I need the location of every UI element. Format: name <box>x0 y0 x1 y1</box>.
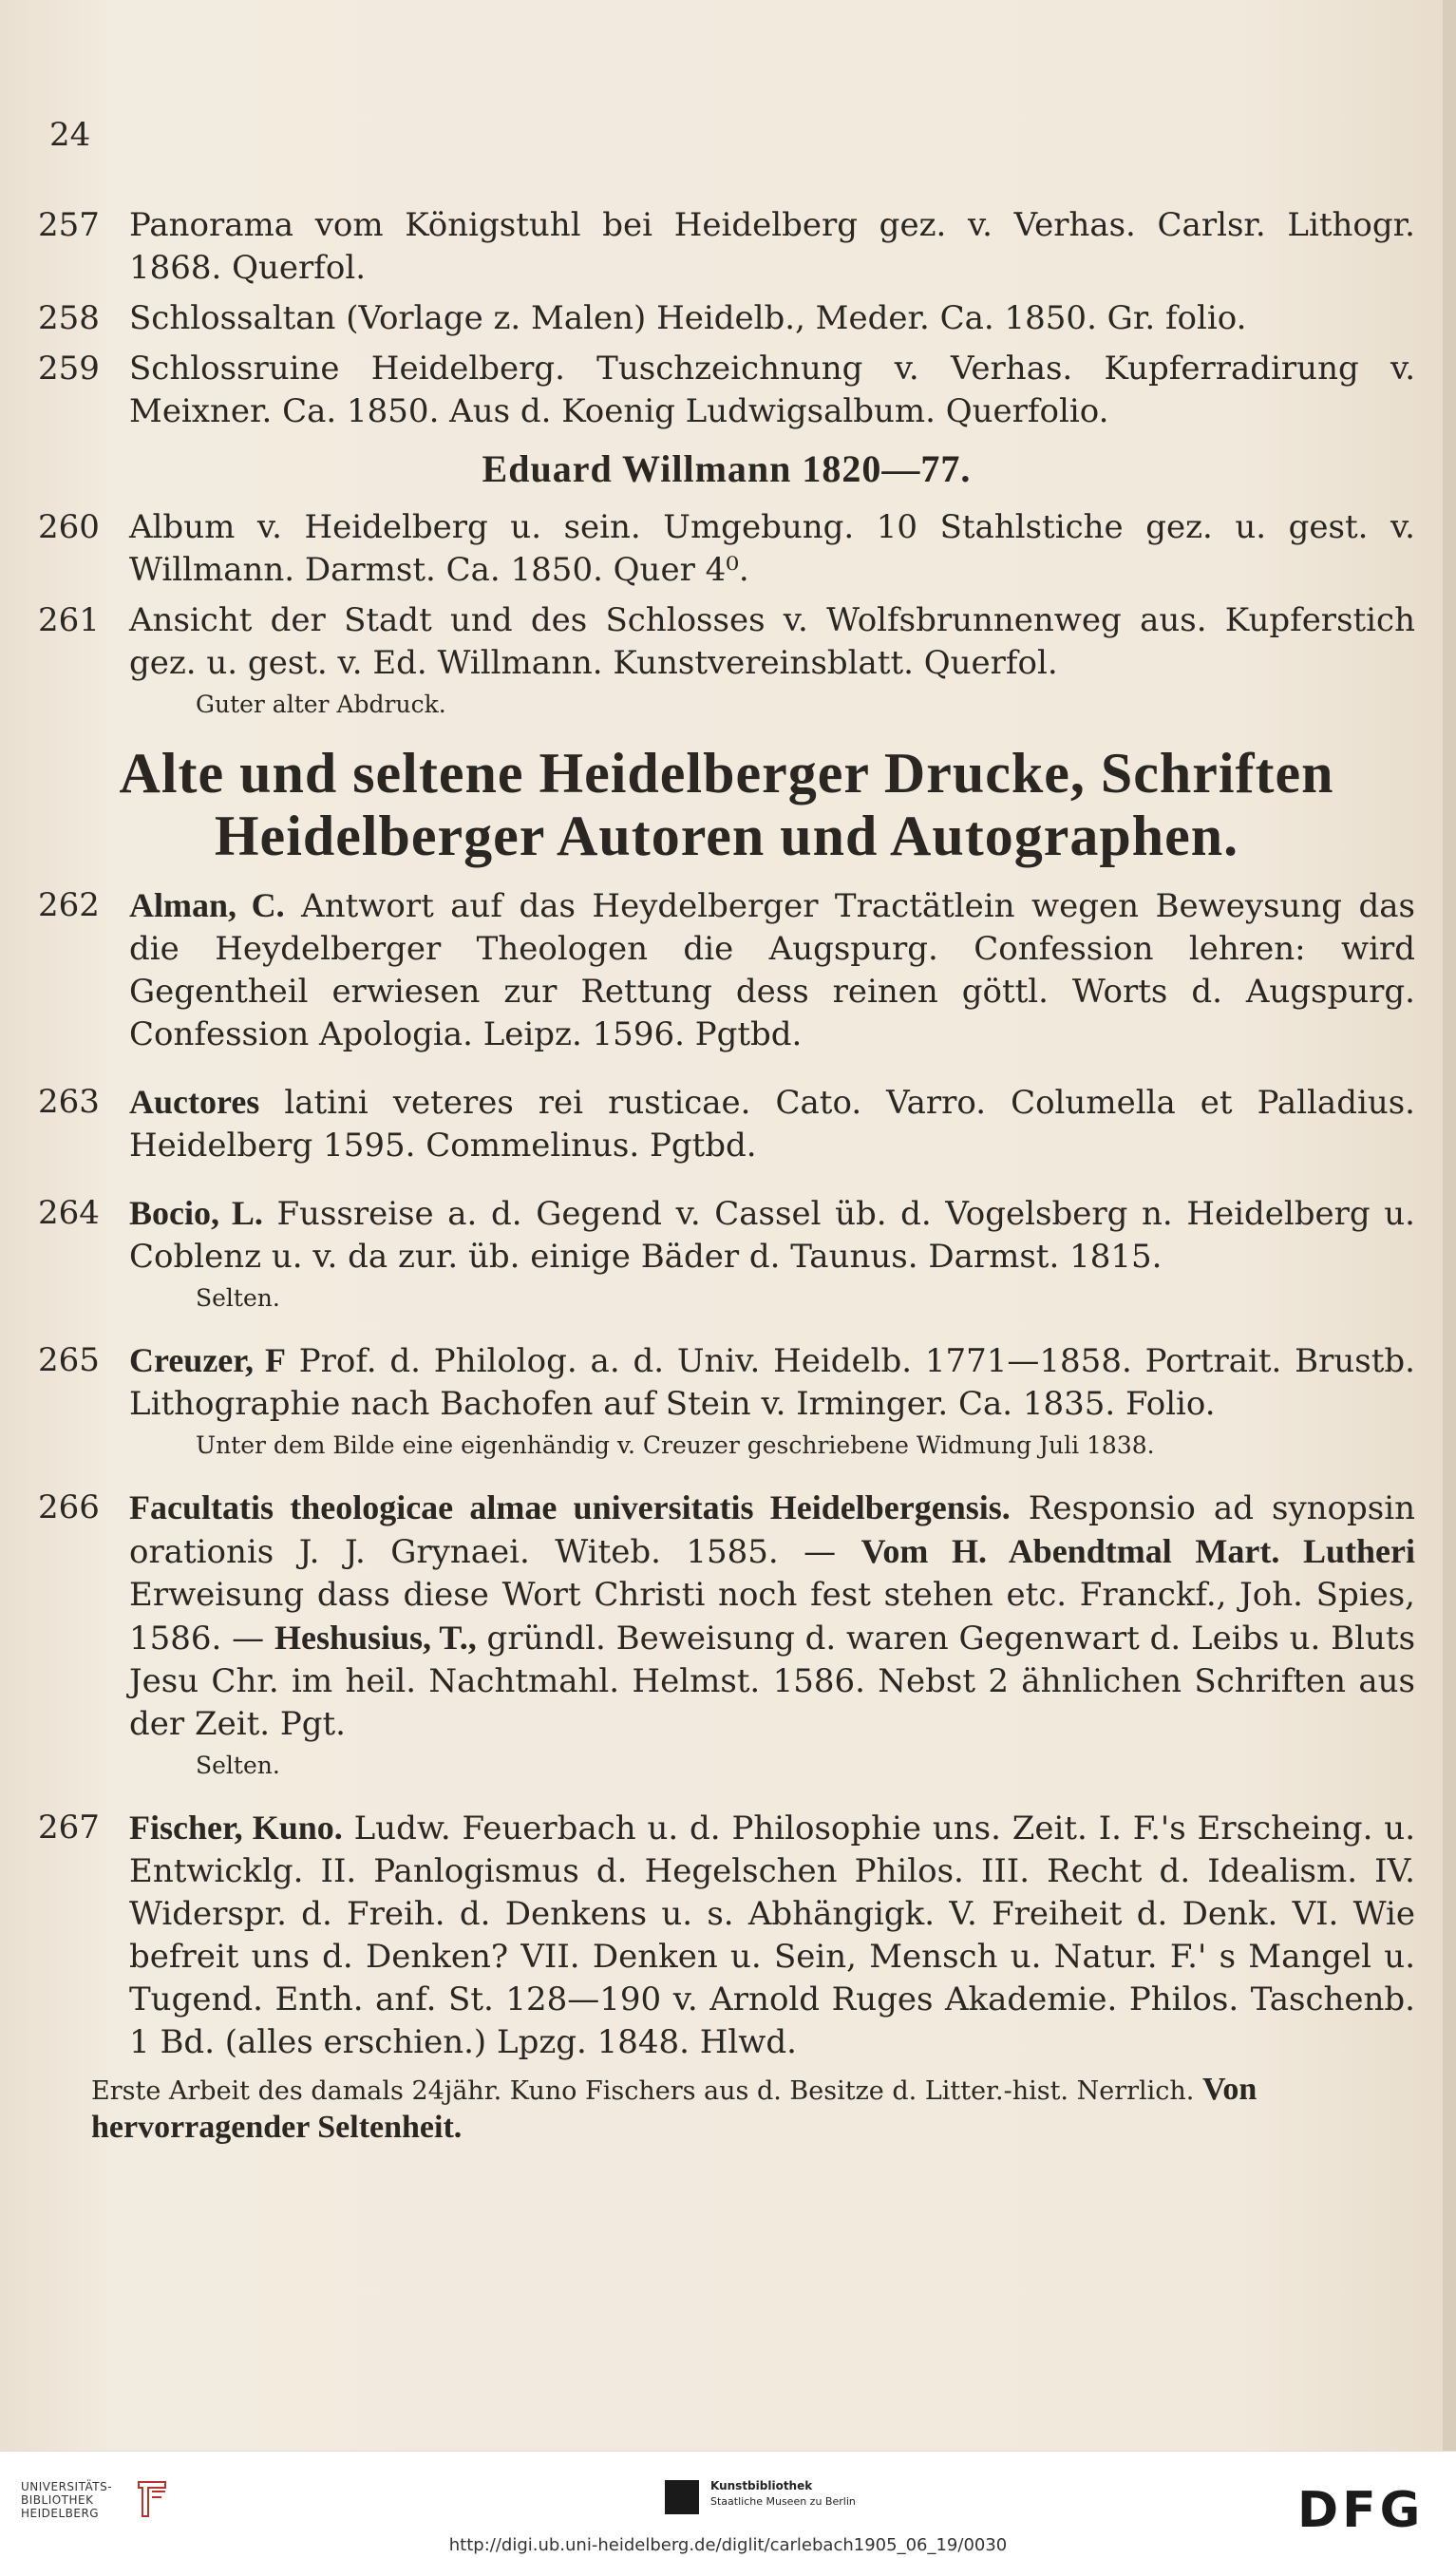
page-number: 24 <box>49 116 91 154</box>
entry-note: Selten. <box>196 1752 280 1779</box>
ub-heidelberg-label <box>21 2480 112 2520</box>
kunstbibliothek-logo-icon[interactable] <box>665 2480 699 2514</box>
entry-text <box>129 884 1415 1056</box>
catalog-entry <box>38 884 1415 1056</box>
catalog-entry <box>38 1807 1415 2064</box>
catalog-entry <box>38 204 1415 290</box>
entry-text <box>129 1081 1415 1167</box>
entry-number: 258 <box>38 299 100 337</box>
section-subheading: Eduard Willmann 1820—77. <box>482 447 972 490</box>
entry-number: 262 <box>38 886 100 924</box>
entry-number: 259 <box>38 350 100 388</box>
entry-text: Panorama vom Königstuhl bei Heidelberg gez. v. Verhas. Carlsr. Lithogr. 1868. Querfol. <box>129 206 1415 287</box>
entry-note <box>38 2072 1415 2148</box>
entry-description: gründl. Beweisung d. waren Gegenwart d. Leibs u. Bluts Jesu Chr. im heil. Nachtmahl. Helmst. 1586. Nebst 2 ähnlichen Schriften aus der Zeit. Pgt. <box>129 1620 1416 1743</box>
catalog-entry <box>38 1339 1415 1426</box>
section-heading-line: Heidelberger Autoren und Autographen. <box>214 805 1239 867</box>
entry-title: Vom H. Abendtmal Mart. Lutheri <box>860 1532 1415 1570</box>
entry-note: Unter dem Bilde eine eigenhändig v. Creuzer geschriebene Widmung Juli 1838. <box>196 1431 1155 1459</box>
entry-author: Heshusius, T., <box>274 1619 477 1657</box>
entry-text <box>129 1192 1415 1279</box>
entry-author: Bocio, L. <box>129 1194 263 1232</box>
ub-label-line: UNIVERSITÄTS- <box>21 2480 113 2493</box>
section-heading-line: Alte und seltene Heidelberger Drucke, Schriften <box>119 742 1334 805</box>
catalog-entry <box>38 506 1415 592</box>
kunstbibliothek-label <box>710 2478 856 2510</box>
kb-label-title: Kunstbibliothek <box>710 2479 813 2492</box>
entry-text <box>129 1487 1415 1746</box>
entry-title: Facultatis theologicae almae universitatis Heidelbergensis. <box>129 1488 1011 1526</box>
page-url[interactable]: http://digi.ub.uni-heidelberg.de/diglit/carlebach1905_06_19/0030 <box>448 2535 1008 2555</box>
entry-author: Creuzer, F <box>129 1341 286 1379</box>
entry-note: Selten. <box>196 1284 280 1312</box>
entry-number: 263 <box>38 1083 100 1121</box>
catalog-entry <box>38 1192 1415 1279</box>
catalog-entry <box>38 297 1415 340</box>
entry-author: Fischer, Kuno. <box>129 1809 343 1847</box>
section-heading <box>38 742 1415 867</box>
ub-heidelberg-logo-icon[interactable] <box>133 2478 171 2520</box>
entry-number: 265 <box>38 1341 100 1379</box>
entry-note: Guter alter Abdruck. <box>196 691 446 718</box>
entry-number: 264 <box>38 1194 100 1232</box>
entry-description: Fussreise a. d. Gegend v. Cassel üb. d. Vogelsberg n. Heidelberg u. Coblenz u. v. da zur. üb. einige Bäder d. Taunus. Darmst. 1815. <box>129 1195 1415 1276</box>
entry-description: Ludw. Feuerbach u. d. Philosophie uns. Zeit. I. F.'s Erscheing. u. Entwicklg. II. Panlogismus d. Hegelschen Philos. III. Recht d. Idealism. IV. Widerspr. d. Freih. d. Denkens u. s. Abhängigk. V. Freiheit d. Denk. VI. Wie befreit uns d. Denken? VII. Denken u. Sein, Mensch u. Natur. F.' s Mangel u. Tugend. Enth. anf. St. 128—190 v. Arnold Ruges Akademie. Philos. Taschenb. 1 Bd. (alles erschien.) Lpzg. 1848. Hlwd. <box>129 1810 1416 2061</box>
entry-note-text: Erste Arbeit des damals 24jähr. Kuno Fischers aus d. Besitze d. Litter.-hist. Nerrlich. <box>91 2076 1195 2106</box>
entry-number: 260 <box>38 508 100 546</box>
entry-description: Antwort auf das Heydelberger Tractätlein wegen Beweysung das die Heydelberger Theologen die Augspurg. Confession lehren: wird Gegentheil erwiesen zur Rettung dess reinen göttl. Worts d. Augspurg. Confession Apologia. Leipz. 1596. Pgtbd. <box>129 887 1415 1053</box>
entry-number: 266 <box>38 1488 100 1526</box>
catalog-entry <box>38 1487 1415 1746</box>
ub-label-line: BIBLIOTHEK <box>21 2493 94 2507</box>
viewer-footer <box>0 2451 1456 2558</box>
entry-text: Ansicht der Stadt und des Schlosses v. Wolfsbrunnenweg aus. Kupferstich gez. u. gest. v. Ed. Willmann. Kunstvereinsblatt. Querfol. <box>129 601 1415 682</box>
entry-text: Schlossaltan (Vorlage z. Malen) Heidelb., Meder. Ca. 1850. Gr. folio. <box>129 299 1247 337</box>
ub-label-line: HEIDELBERG <box>21 2507 100 2520</box>
entry-text <box>129 1339 1415 1426</box>
entry-number: 257 <box>38 206 100 244</box>
entry-text: Schlossruine Heidelberg. Tuschzeichnung v. Verhas. Kupferradirung v. Meixner. Ca. 1850. Aus d. Koenig Ludwigsalbum. Querfolio. <box>129 350 1415 430</box>
entry-text: Album v. Heidelberg u. sein. Umgebung. 10 Stahlstiche gez. u. gest. v. Willmann. Darmst. Ca. 1850. Quer 4⁰. <box>129 508 1415 589</box>
entry-description: Prof. d. Philolog. a. d. Univ. Heidelb. 1771—1858. Portrait. Brustb. Lithographie nach Bachofen auf Stein v. Irminger. Ca. 1835. Folio. <box>129 1342 1415 1423</box>
entry-description: latini veteres rei rusticae. Cato. Varro. Columella et Palladius. Heidelberg 1595. Commelinus. Pgtbd. <box>129 1084 1415 1165</box>
entry-note-emphasis: Von hervorragender Seltenheit. <box>91 2072 1257 2145</box>
entry-description: Responsio ad synopsin orationis J. J. Grynaei. Witeb. 1585. — <box>129 1489 1416 1571</box>
kb-label-subtitle: Staatliche Museen zu Berlin <box>710 2495 856 2508</box>
catalog-entry <box>38 599 1415 685</box>
entry-number: 261 <box>38 601 100 639</box>
entry-description: Erweisung dass diese Wort Christi noch fest stehen etc. Franckf., Joh. Spies, 1586. — <box>129 1576 1415 1658</box>
catalog-entries <box>38 204 1415 2159</box>
page-edge <box>1443 0 1456 2451</box>
catalog-entry <box>38 1081 1415 1167</box>
dfg-logo[interactable]: DFG <box>1297 2482 1425 2539</box>
entry-author: Auctores <box>129 1083 260 1121</box>
entry-author: Alman, C. <box>129 886 285 924</box>
entry-number: 267 <box>38 1809 100 1847</box>
catalog-entry <box>38 348 1415 433</box>
entry-text <box>129 1807 1415 2064</box>
